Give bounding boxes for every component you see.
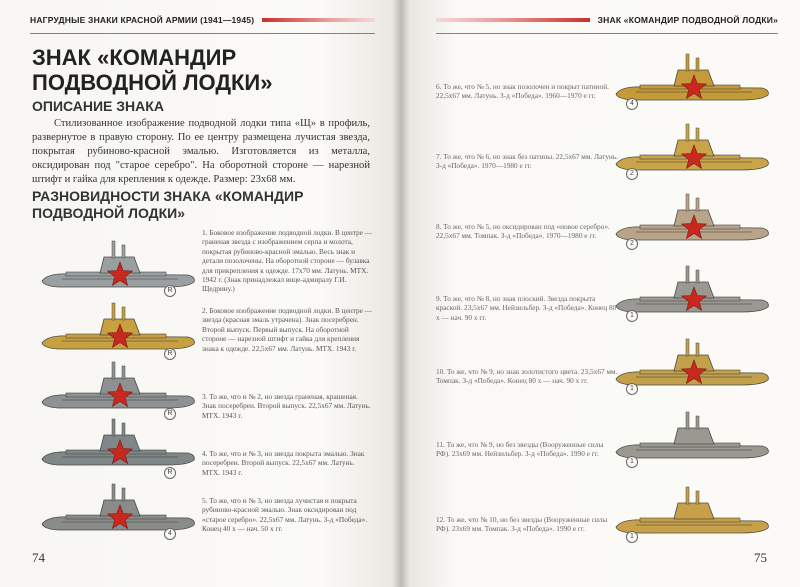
variants-heading-line-2: ПОДВОДНОЙ ЛОДКИ» xyxy=(32,205,186,221)
badge-mast xyxy=(122,423,125,436)
badge-periscope xyxy=(112,362,115,379)
header-bar-right xyxy=(436,18,590,22)
header-text-right: ЗНАК «КОМАНДИР ПОДВОДНОЙ ЛОДКИ» xyxy=(597,15,778,25)
badge-periscope xyxy=(686,266,689,283)
badge-mast xyxy=(696,270,699,283)
badge-periscope xyxy=(112,419,115,436)
badge-mast xyxy=(122,366,125,379)
section-heading-variants xyxy=(32,188,362,222)
rarity-mark-7: 2 xyxy=(626,168,638,180)
badge-caption-1: 1. Боковое изображение подводной лодки. В центре — граненая звезда с изображением серпа и молота, покрытая рубиново-красной эмалью. Весь знак и детали позолочены. На оборотной стороне — булавка для прикрепления к одежде. 17x70 мм. Латунь. МТХ. 1942 г. (Знак принадлежал вице-адмиралу Г.И. Щедрину.) xyxy=(202,228,373,294)
badge-mast xyxy=(122,488,125,501)
section-heading-description: ОПИСАНИЕ ЗНАКА xyxy=(32,98,164,114)
badge-caption-12: 12. То же, что № 10, но без звезды (Вооруженные силы РФ). 23x69 мм. Томпак. З-д «Победа». 1990 е гг. xyxy=(436,515,608,534)
rarity-mark-6: 4 xyxy=(626,98,638,110)
header-text-left: НАГРУДНЫЕ ЗНАКИ КРАСНОЙ АРМИИ (1941—1945) xyxy=(30,15,255,25)
rarity-mark-12: 1 xyxy=(626,531,638,543)
badge-mast xyxy=(696,128,699,141)
title-line-2: ПОДВОДНОЙ ЛОДКИ» xyxy=(32,70,273,95)
badge-caption-8: 8. То же, что № 5, но оксидирован под «новое серебро». 22,5x67 мм. Томпак. З-д «Победа». 1970—1980 е гг. xyxy=(436,222,610,241)
badge-mast xyxy=(696,198,699,211)
page-number-left: 74 xyxy=(32,550,45,565)
page-title xyxy=(32,45,362,95)
rarity-mark-11: 1 xyxy=(626,456,638,468)
badge-conning-tower xyxy=(674,428,714,444)
badge-periscope xyxy=(686,124,689,141)
book-gutter xyxy=(392,0,410,587)
badge-periscope xyxy=(686,487,689,504)
rarity-mark-5: 4 xyxy=(164,528,176,540)
badge-caption-10: 10. То же, что № 9, но знак золотистого цвета. 23,5x67 мм. Томпак. З-д «Победа». Конец 80 х — нач. 90 х гг. xyxy=(436,367,618,386)
rarity-mark-1: R xyxy=(164,285,176,297)
badge-caption-3: 3. То же, что и № 2, но звезда граненая, крашеная. Знак посеребрен. Второй выпуск. 22,5x67 мм. Латунь. МТХ. 1943 г. xyxy=(202,392,371,420)
badge-caption-11: 11. То же, что № 9, но без звезды (Вооруженные силы РФ). 23x69 мм. Нейзильбер. З-д «Победа». 1990 е гг. xyxy=(436,440,604,459)
description-paragraph: Стилизованное изображение подводной лодки типа «Щ» в профиль, развернутое в правую сторону. По ее центру размещена лучистая звезда, покрытая рубиново-красной эмалью. Изготовляется из металла, оксидирован под "старое серебро". На оборотной стороне — нарезной штифт и гайка для крепления к одежде. Размер: 23x68 мм. xyxy=(32,118,370,185)
badge-caption-7: 7. То же, что № 6, но знак без патины. 22,5x67 мм. Латунь. З-д «Победа». 1970—1980 е гг. xyxy=(436,152,618,171)
badge-periscope xyxy=(112,484,115,501)
badge-caption-4: 4. То же, что и № 3, но звезда покрыта эмалью. Знак посеребрен. Второй выпуск. 22,5x67 мм. Латунь. МТХ. 1943 г. xyxy=(202,449,365,477)
rarity-mark-4: R xyxy=(164,467,176,479)
rarity-mark-2: R xyxy=(164,348,176,360)
page-number-right: 75 xyxy=(754,550,767,565)
badge-mast xyxy=(122,307,125,320)
badge-caption-2: 2. Боковое изображение подводной лодки. В центре — звезда (красная эмаль утрачена). Знак посеребрен. Второй выпуск. Первый выпуск. На оборотной стороне — нарезной штифт и гайка для крепления знака к одежде. 22,5x67 мм. Латунь. МТХ. 1943 г. xyxy=(202,306,373,353)
variants-heading-line-1: РАЗНОВИДНОСТИ ЗНАКА «КОМАНДИР xyxy=(32,188,304,204)
badge-conning-tower xyxy=(674,503,714,519)
badge-mast xyxy=(122,245,125,258)
header-rule-left xyxy=(30,33,375,34)
right-page xyxy=(400,0,800,587)
badge-periscope xyxy=(686,54,689,71)
rarity-mark-8: 2 xyxy=(626,238,638,250)
badge-mast xyxy=(696,416,699,429)
running-header-left xyxy=(30,10,375,30)
badge-periscope xyxy=(686,412,689,429)
badge-caption-9: 9. То же, что № 8, но знак плоский. Звезда покрыта краской. 23,5x67 мм. Нейзильбер. З-д «Победа». Конец 80 х — нач. 90 х гг. xyxy=(436,294,617,322)
header-rule-right xyxy=(436,33,778,34)
badge-caption-6: 6. То же, что № 5, но знак позолочен и покрыт патиной. 22,5x67 мм. Латунь. З-д «Победа». 1960—1970 е гг. xyxy=(436,82,610,101)
badge-mast xyxy=(696,491,699,504)
badge-periscope xyxy=(686,194,689,211)
rarity-mark-10: 1 xyxy=(626,383,638,395)
running-header-right xyxy=(436,10,778,30)
badge-periscope xyxy=(112,241,115,258)
rarity-mark-3: R xyxy=(164,408,176,420)
header-bar-left xyxy=(262,18,375,22)
badge-periscope xyxy=(112,303,115,320)
badge-mast xyxy=(696,343,699,356)
badge-periscope xyxy=(686,339,689,356)
rarity-mark-9: 1 xyxy=(626,310,638,322)
badge-caption-5: 5. То же, что и № 3, но звезда лучистая и покрыта рубиново-красной эмалью. Знак оксидирован под «старое серебро». 22,5x67 мм. Латунь. З-д «Победа». Конец 40 х — нач. 50 х гг. xyxy=(202,496,368,534)
title-line-1: ЗНАК «КОМАНДИР xyxy=(32,45,237,70)
badge-mast xyxy=(696,58,699,71)
